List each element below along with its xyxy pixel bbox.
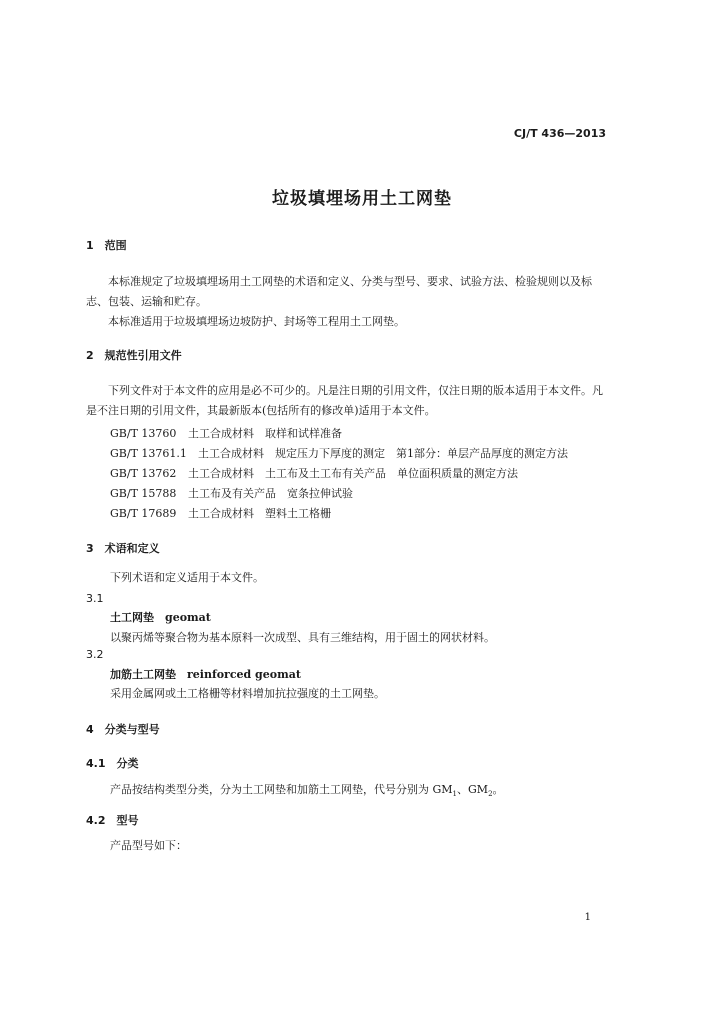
reference-item — [110, 505, 331, 521]
term-entry — [110, 665, 301, 685]
section-4-heading: 4 分类与型号 — [86, 723, 160, 736]
reference-code: GB/T 13761.1 — [110, 447, 187, 460]
reference-title: 土工合成材料 土工布及土工布有关产品 单位面积质量的测定方法 — [188, 467, 518, 480]
section-1-para-2: 本标准适用于垃圾填埋场边坡防护、封场等工程用土工网垫。 — [108, 315, 405, 328]
term-definition: 以聚丙烯等聚合物为基本原料一次成型、具有三维结构，用于固土的网状材料。 — [110, 631, 495, 644]
section-3-heading: 3 术语和定义 — [86, 542, 160, 555]
subsection-4-2-heading: 4.2 型号 — [86, 814, 139, 827]
subsection-4-1-heading: 4.1 分类 — [86, 757, 139, 770]
term-entry — [110, 608, 211, 628]
section-2-para-1: 下列文件对于本文件的应用是必不可少的。凡是注日期的引用文件，仅注日期的版本适用于本文件。凡是不注日期的引用文件，其最新版本(包括所有的修改单)适用于本文件。 — [86, 384, 603, 417]
reference-code: GB/T 13762 — [110, 467, 177, 480]
standard-number: CJ/T 436—2013 — [513, 127, 606, 140]
section-3-intro: 下列术语和定义适用于本文件。 — [110, 571, 264, 584]
section-2-heading: 2 规范性引用文件 — [86, 349, 182, 362]
document-title: 垃圾填埋场用土工网垫 — [272, 189, 452, 209]
section-1-para-1: 本标准规定了垃圾填埋场用土工网垫的术语和定义、分类与型号、要求、试验方法、检验规则以及标志、包装、运输和贮存。 — [86, 275, 592, 308]
term-number: 3.1 — [86, 592, 104, 605]
classification-end: 。 — [492, 783, 504, 796]
term-english: reinforced geomat — [187, 668, 301, 681]
reference-item — [110, 425, 342, 441]
classification-separator: 、GM — [457, 783, 489, 796]
reference-item — [110, 445, 568, 461]
reference-title: 土工布及有关产品 宽条拉伸试验 — [188, 487, 353, 500]
subsection-4-1-text — [110, 780, 504, 804]
term-number: 3.2 — [86, 648, 104, 661]
classification-text: 产品按结构类型分类，分为土工网垫和加筋土工网垫，代号分别为 GM — [110, 783, 453, 796]
reference-code: GB/T 13760 — [110, 427, 177, 440]
section-1-heading: 1 范围 — [86, 239, 127, 252]
reference-title: 土工合成材料 规定压力下厚度的测定 第1部分：单层产品厚度的测定方法 — [198, 447, 568, 460]
subsection-4-2-text: 产品型号如下： — [110, 839, 187, 852]
term-name: 土工网垫 — [110, 611, 154, 624]
reference-item — [110, 465, 518, 481]
code-subscript: 1 — [452, 790, 458, 799]
term-english: geomat — [165, 611, 211, 624]
term-name: 加筋土工网垫 — [110, 668, 176, 681]
reference-code: GB/T 15788 — [110, 487, 177, 500]
reference-code: GB/T 17689 — [110, 507, 177, 520]
reference-item — [110, 485, 353, 501]
reference-title: 土工合成材料 取样和试样准备 — [188, 427, 342, 440]
code-subscript: 2 — [488, 790, 493, 799]
page-number: 1 — [584, 912, 591, 923]
term-definition: 采用金属网或土工格栅等材料增加抗拉强度的土工网垫。 — [110, 687, 385, 700]
reference-title: 土工合成材料 塑料土工格栅 — [188, 507, 331, 520]
